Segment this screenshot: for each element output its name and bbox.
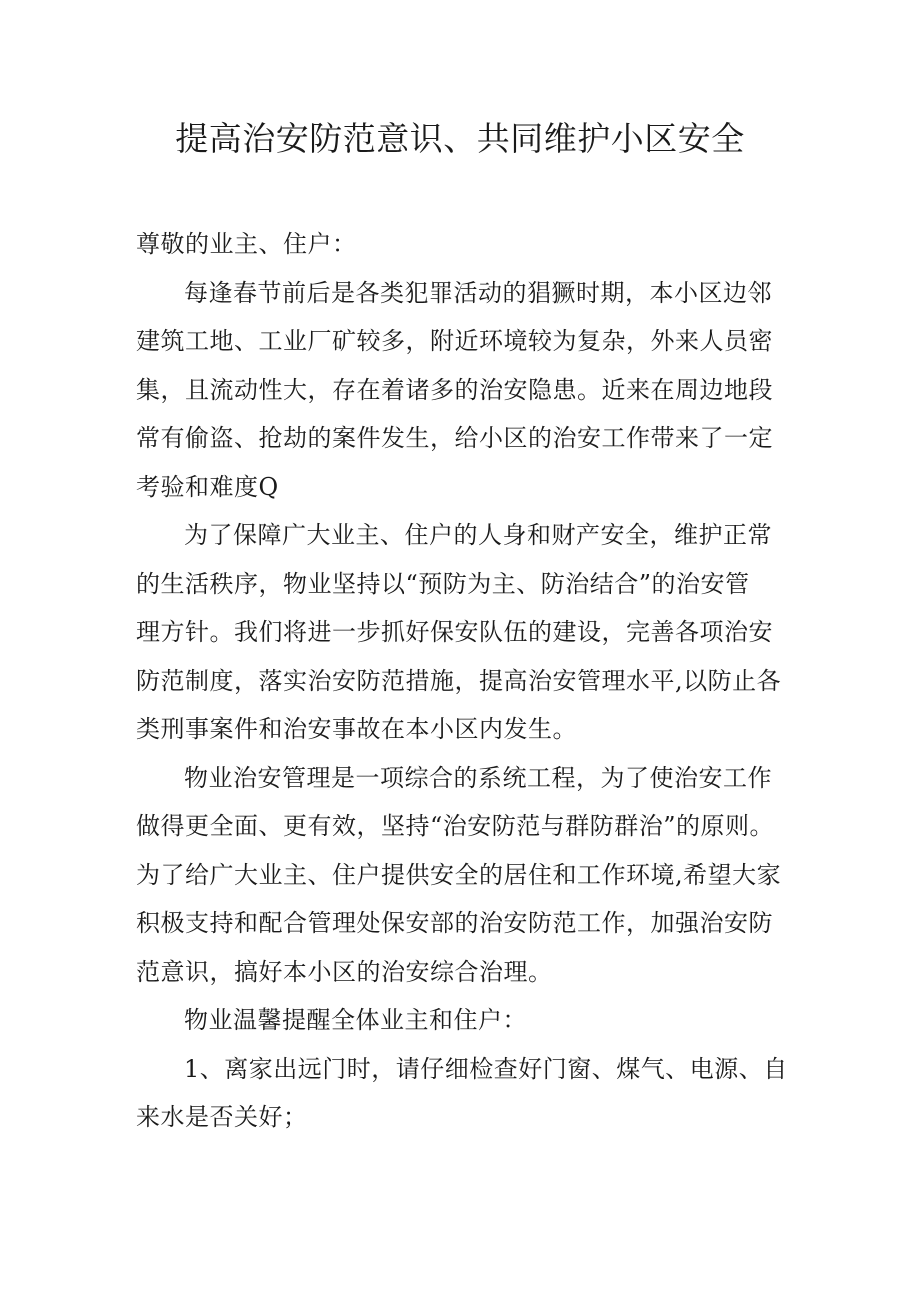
paragraph-line: 积极支持和配合管理处保安部的治安防范工作，加强治安防 bbox=[136, 909, 773, 937]
paragraph-line: 来水是否关好； bbox=[136, 1103, 308, 1131]
paragraph-line: 集，且流动性大，存在着诸多的治安隐患。近来在周边地段 bbox=[136, 375, 773, 404]
paragraph-line: 考验和难度Q bbox=[136, 472, 279, 501]
document-body bbox=[136, 220, 796, 1142]
paragraph-line: 理方针。我们将进一步抓好保安队伍的建设，完善各项治安 bbox=[136, 618, 773, 646]
paragraph-line: 物业温馨提醒全体业主和住户： bbox=[184, 1006, 527, 1034]
paragraph-line: 每逢春节前后是各类犯罪活动的猖獗时期，本小区边邻 bbox=[184, 278, 772, 307]
paragraph-line: 范意识，搞好本小区的治安综合治理。 bbox=[136, 957, 553, 986]
paragraph-line: 物业治安管理是一项综合的系统工程，为了使治安工作 bbox=[184, 763, 772, 792]
paragraph-line: 常有偷盗、抢劫的案件发生，给小区的治安工作带来了一定 bbox=[136, 424, 773, 452]
paragraph-line: 防范制度，落实治安防范措施，提高治安管理水平,以防止各 bbox=[136, 666, 782, 695]
paragraph-line: 的生活秩序，物业坚持以“预防为主、防治结合”的治安管 bbox=[136, 569, 750, 598]
paragraph-line: 建筑工地、工业厂矿较多，附近环境较为复杂，外来人员密 bbox=[136, 327, 773, 355]
paragraph-line: 做得更全面、更有效，坚持“治安防范与群防群治”的原则。 bbox=[136, 812, 775, 840]
paragraph-line: 为了保障广大业主、住户的人身和财产安全，维护正常 bbox=[184, 521, 772, 549]
paragraph-line: 1、离家出远门时，请仔细检查好门窗、煤气、电源、自 bbox=[184, 1054, 788, 1083]
paragraph-line: 为了给广大业主、住户提供安全的居住和工作环境,希望大家 bbox=[136, 860, 782, 889]
document-title: 提高治安防范意识、共同维护小区安全 bbox=[175, 119, 745, 158]
salutation-line: 尊敬的业主、住户： bbox=[136, 230, 357, 258]
paragraph-line: 类刑事案件和治安事故在本小区内发生。 bbox=[136, 715, 577, 743]
